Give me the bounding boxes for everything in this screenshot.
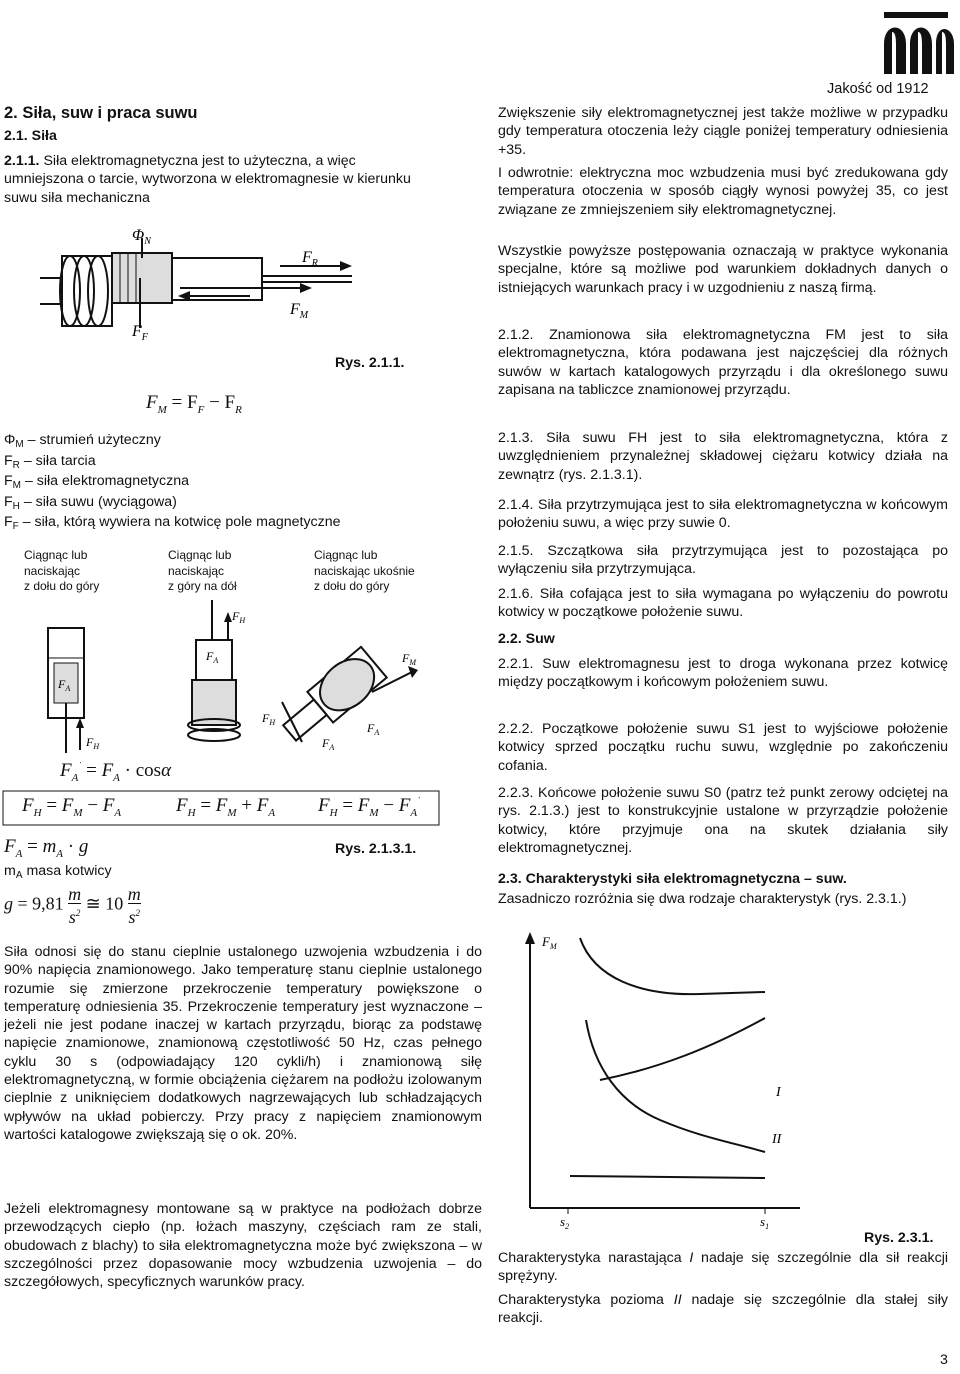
mass-label: $m_A$ masa kotwicy [4,863,112,881]
label-s2: $s_2$ [560,1214,570,1231]
svg-text:FM: $F_M$ [402,651,417,667]
page-number: 3 [940,1352,948,1368]
formula-g: g = 9,81 $\frac{m}{s^2}$ ≅ 10 $\frac{m}{s^2}$ [4,884,141,927]
label-fr: $F_R$ [302,249,318,269]
legend-list [4,431,424,534]
figure-caption-2-3-1: Rys. 2.3.1. [864,1230,934,1246]
legend-item: $F_R$ – siła tarcia [4,452,96,471]
heading-2-3: 2.3. Charakterystyki siła elektromagnetyczna – suw. [498,871,847,887]
formula-fm: $F_M = F_F - F_R$ [146,392,242,416]
label-curve-II: II [772,1132,782,1147]
characteristic-2: Charakterystyka pozioma II nadaje się szczególnie dla stałej siły reakcji. [498,1292,948,1327]
case-label-3: Ciągnąc lub naciskając ukośnie z dołu do góry [314,548,415,593]
label-phi: $\Phi_N$ [132,227,151,247]
formula-frame [2,790,442,826]
para-2-3: Zasadniczo rozróżnia się dwa rodzaje charakterystyk (rys. 2.3.1.) [498,891,907,907]
figure-solenoid-forces [40,218,380,343]
para-2-2-2: 2.2.2. Początkowe położenie suwu S1 jest to wyjściowe położenie kotwicy sprzed początku ruchu suwu, względnie po zakończeniu cofania. [498,721,948,774]
figure-characteristics [510,928,810,1233]
svg-text:FA: $F_A$ [322,736,335,752]
svg-text:FA: $F_A$ [58,677,71,693]
figure-caption-2-1-3-1: Rys. 2.1.3.1. [335,841,417,857]
header-quality: Jakość od 1912 [827,81,929,97]
figure-case-oblique [262,632,422,762]
right-p1: Zwiększenie siły elektromagnetycznej jest także możliwe w przypadku gdy temperatura otoczenia leży ciągle poniżej temperatury odniesienia +35. [498,105,948,158]
label-s1: $s_1$ [760,1214,770,1231]
para-2-1-5: 2.1.5. Szczątkowa siła przytrzymująca jest to pozostająca po wyłączeniu siła przytrzymująca. [498,543,948,578]
label-ff: $F_F$ [132,323,148,343]
heading-2-2: 2.2. Suw [498,631,555,647]
company-logo [876,4,956,76]
legend-item: $F_H$ – siła suwu (wyciągowa) [4,493,177,512]
figure-case-vertical-down [186,600,266,750]
legend-item: $\Phi_M$ – strumień użyteczny [4,432,161,450]
formula-fh-3: $F_H = F_M - F_A^`$ [318,795,421,819]
subsection-title: 2.1. Siła [4,128,57,144]
label-fm: $F_M$ [290,301,309,321]
para-2-1-1-number: 2.1.1. [4,153,40,169]
right-p2: I odwrotnie: elektryczna moc wzbudzenia musi być zredukowana gdy temperatura otoczenia w sposób ciągły wynosi powyżej 35, co jest związane ze zmniejszeniem siły elektromagnetycznej. [498,165,948,218]
para-2-1-3: 2.1.3. Siła suwu FH jest to siła elektromagnetyczna, która z uwzględnieniem przynależnej składowej ciężaru kotwicy działa na zewnątrz (rys. 2.1.3.1). [498,430,948,483]
para-2-2-3: 2.2.3. Końcowe położenie suwu S0 (patrz też punkt zerowy odciętej na rys. 2.1.3.) jest to konstrukcyjnie ustalone w przyrządzie położenie kotwicy, które przyjmuje ona na skutek działania siły elektromagnetycznej. [498,785,948,856]
para-2-1-6: 2.1.6. Siła cofająca jest to siła wymagana po wyłączeniu do powrotu kotwicy w początkowe położenie suwu. [498,586,948,621]
figure-caption-2-1-1: Rys. 2.1.1. [335,355,405,371]
label-fm-axis: $F_M$ [542,934,557,951]
svg-text:FH: $F_H$ [232,609,246,625]
svg-text:FH: $F_H$ [86,735,100,751]
svg-text:FH: $F_H$ [262,711,276,727]
characteristic-1: Charakterystyka narastająca I nadaje się szczególnie dla sił reakcji sprężyny. [498,1250,949,1285]
para-2-1-1-text: Siła elektromagnetyczna jest to użyteczna, a więc umniejszona o tarcie, wytworzona w elektromagnesie w kierunku suwu siła mechaniczna [4,153,411,206]
body-text-2: Jeżeli elektromagnesy montowane są w praktyce na podłożach dobrze przewodzących ciepło (np. łożach maszyny, częściach ram ze stali, obudowach z blachy) to siła elektromagnetyczna może być zwiększona – w szczególności przez dopasowanie mocy wzbudzenia uzwojenia – do szczegółowych, specyficznych warunków pracy. [4,1201,482,1291]
figure-case-vertical-up [40,618,110,758]
svg-text:FA: $F_A$ [367,721,380,737]
para-2-1-4: 2.1.4. Siła przytrzymująca jest to siła elektromagnetyczna w końcowym położeniu suwu, a więc przy suwie 0. [498,497,948,532]
formula-fh-2: $F_H = F_M + F_A$ [176,795,276,819]
case-label-2: Ciągnąc lub naciskając z góry na dół [168,548,237,593]
right-p3: Wszystkie powyższe postępowania oznaczają w praktyce wykonania specjalne, które są możliwe pod warunkiem dokładnych danych o istniejących warunkach pracy i w uzgodnieniu z naszą firmą. [498,243,948,296]
para-2-2-1: 2.2.1. Suw elektromagnesu jest to droga wykonana przez kotwicę między początkowym i końcowym położeniem suwu. [498,656,948,691]
formula-fh-1: $F_H = F_M - F_A$ [22,795,122,819]
formula-fa-cos: $F_A^` = F_A \cdot \cos\alpha$ [60,760,172,784]
case-label-1: Ciągnąc lub naciskając z dołu do góry [24,548,100,593]
body-text-1: Siła odnosi się do stanu cieplnie ustalonego uzwojenia wzbudzenia i do 90% napięcia znamionowego. Jako temperaturę stanu cieplnie ustalonego rozumie się zmierzone przekroczenie temperatury powiększone o temperaturę odniesienia 35. Przekroczenie temperatury jest wyznaczone – jeżeli nie jest podane inaczej w kartach przyrządu, biorąc za podstawę napięcie znamionowe, znamionową częstotliwość 50 Hz, czas pełnego cyklu 30 s (odpowiadający 120 cykli/h) i znamionową siłę elektromagnetyczną, w formie obciążenia ciężarem na podłożu izolowanym cieplnie z uniknięciem dodatkowych nagrzewających lub schładzających wpływów na układ pobierczy. Przy pracy z napięciem znamionowym wartości katalogowe zwiększają się o ok. 20%. [4,944,482,1143]
legend-item: $F_M$ – siła elektromagnetyczna [4,473,189,491]
label-curve-I: I [776,1085,781,1100]
legend-item: $F_F$ – siła, którą wywiera na kotwicę pole magnetyczne [4,514,341,532]
formula-fa-mg: $F_A = m_A \cdot g$ [4,836,89,860]
svg-text:FA: $F_A$ [206,649,219,665]
para-2-1-1 [4,152,414,207]
para-2-1-2: 2.1.2. Znamionowa siła elektromagnetyczna FM jest to siła elektromagnetyczna, która podawana jest najczęściej dla różnych suwów w kartach katalogowych przyrządu i dla określonego suwu zapisana na tabliczce znamionowej przyrządu. [498,327,948,398]
section-title: 2. Siła, suw i praca suwu [4,104,198,122]
